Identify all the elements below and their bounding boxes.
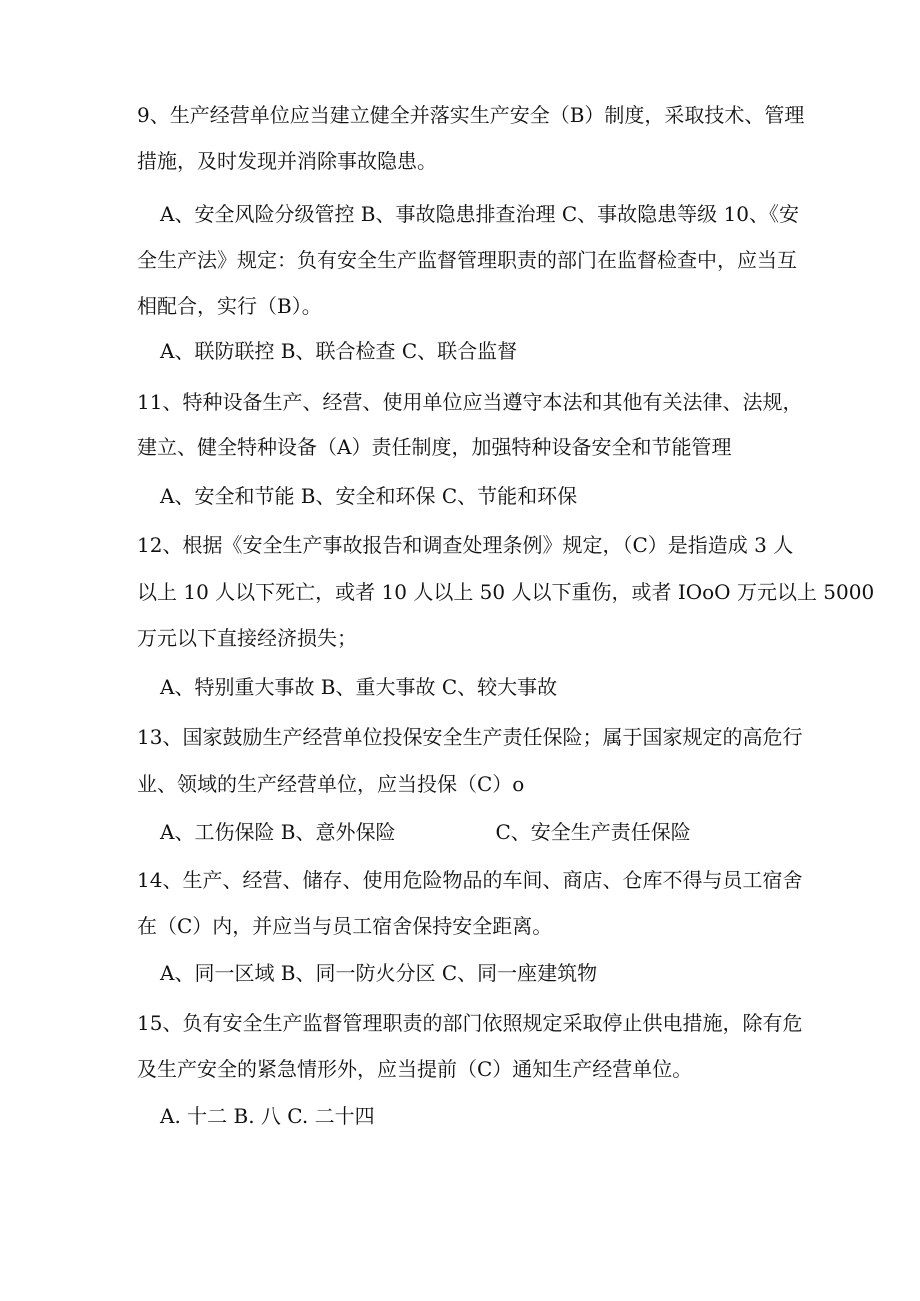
question-13-option-c: C、安全生产责任保险: [495, 820, 691, 844]
question-13-line-1: 13、国家鼓励生产经营单位投保安全生产责任保险；属于国家规定的高危行: [137, 725, 803, 749]
question-15-line-2: 及生产安全的紧急情形外，应当提前（C）通知生产经营单位。: [137, 1057, 693, 1081]
question-13-options: [160, 818, 691, 846]
question-12-line-1: 12、根据《安全生产事故报告和调查处理条例》规定，（C）是指造成 3 人: [137, 533, 794, 557]
question-10-line-1: 全生产法》规定：负有安全生产监督管理职责的部门在监督检查中，应当互: [137, 248, 797, 272]
question-11-line-1: 11、特种设备生产、经营、使用单位应当遵守本法和其他有关法律、法规，: [137, 390, 803, 414]
question-13-options-ab: A、工伤保险 B、意外保险: [160, 820, 396, 844]
question-12-options: A、特别重大事故 B、重大事故 C、较大事故: [160, 675, 558, 699]
question-14-line-2: 在（C）内，并应当与员工宿舍保持安全距离。: [137, 914, 553, 938]
question-9-line-2: 措施，及时发现并消除事故隐患。: [137, 149, 437, 173]
question-13-line-2: 业、领域的生产经营单位，应当投保（C）o: [137, 772, 525, 796]
question-11-options: A、安全和节能 B、安全和环保 C、节能和环保: [160, 484, 578, 508]
question-10-line-2: 相配合，实行（B）。: [137, 294, 322, 318]
question-9-line-1: 9、生产经营单位应当建立健全并落实生产安全（B）制度，采取技术、管理: [137, 103, 805, 127]
question-14-line-1: 14、生产、经营、储存、使用危险物品的车间、商店、仓库不得与员工宿舍: [137, 868, 803, 892]
question-11-line-2: 建立、健全特种设备（A）责任制度，加强特种设备安全和节能管理: [137, 435, 732, 459]
question-12-line-2: 以上 10 人以下死亡，或者 10 人以上 50 人以下重伤，或者 IOoO 万元以上 5000: [137, 580, 875, 604]
question-12-line-3: 万元以下直接经济损失；: [137, 626, 357, 650]
question-15-line-1: 15、负有安全生产监督管理职责的部门依照规定采取停止供电措施，除有危: [137, 1011, 803, 1035]
question-15-options: A. 十二 B. 八 C. 二十四: [160, 1104, 375, 1128]
question-10-options: A、联防联控 B、联合检查 C、联合监督: [160, 339, 518, 363]
question-14-options: A、同一区域 B、同一防火分区 C、同一座建筑物: [160, 961, 598, 985]
question-9-options: A、安全风险分级管控 B、事故隐患排查治理 C、事故隐患等级 10、《安: [160, 202, 799, 226]
